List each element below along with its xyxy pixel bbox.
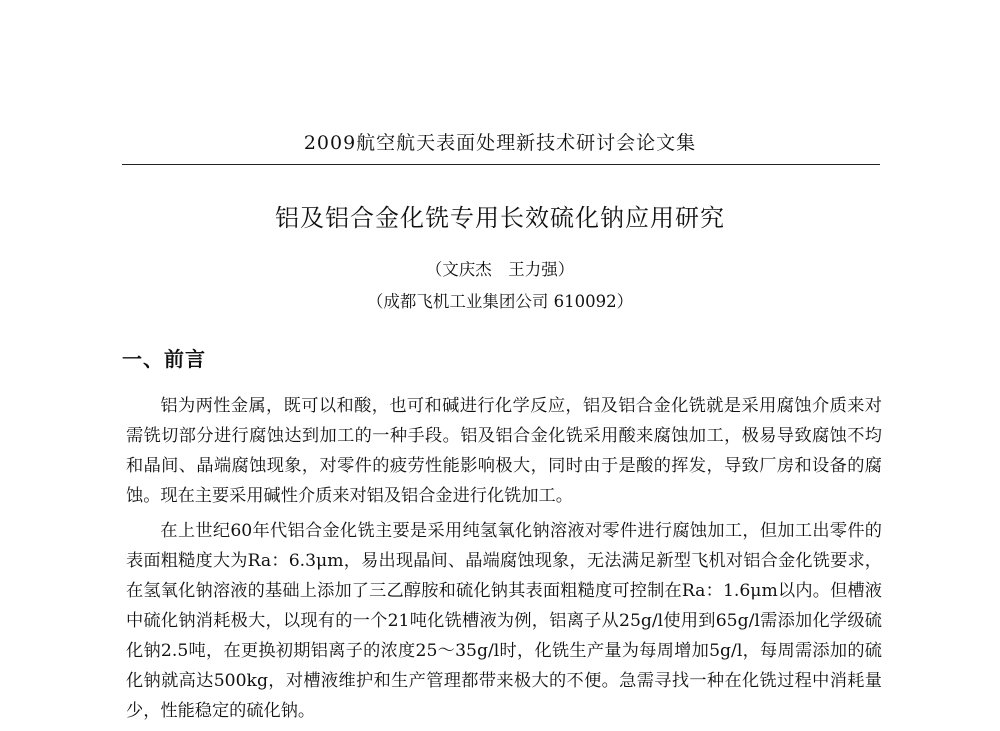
body-paragraph: 铝为两性金属，既可以和酸，也可和碱进行化学反应，铝及铝合金化铣就是采用腐蚀介质来对需铣切部分进行腐蚀达到加工的一种手段。铝及铝合金化铣采用酸来腐蚀加工，极易导致腐蚀不均和晶间、晶端腐蚀现象，对零件的疲劳性能影响极大，同时由于是酸的挥发，导致厂房和设备的腐蚀。现在主要采用碱性介质来对铝及铝合金进行化铣加工。	[126, 396, 882, 506]
header-divider	[122, 164, 880, 165]
paper-authors: （文庆杰 王力强）	[425, 260, 575, 279]
body-paragraph: 在上世纪60年代铝合金化铣主要是采用纯氢氧化钠溶液对零件进行腐蚀加工，但加工出零件的表面粗糙度大为Ra：6.3μm，易出现晶间、晶端腐蚀现象，无法满足新型飞机对铝合金化铣要求，在氢氧化钠溶液的基础上添加了三乙醇胺和硫化钠其表面粗糙度可控制在Ra：1.6μm以内。但槽液中硫化钠消耗极大，以现有的一个21吨化铣槽液为例，铝离子从25g/l使用到65g/l需添加化学级硫化钠2.5吨，在更换初期铝离子的浓度25～35g/l时，化铣生产量为每周增加5g/l，每周需添加的硫化钠就高达500kg，对槽液维护和生产管理都带来极大的不便。急需寻找一种在化铣过程中消耗量少，性能稳定的硫化钠。	[126, 521, 882, 721]
section-heading: 一、前言	[122, 347, 206, 371]
paper-affiliation: （成都飞机工业集团公司 610092）	[366, 292, 634, 311]
paper-title: 铝及铝合金化铣专用长效硫化钠应用研究	[275, 204, 725, 232]
section-body	[126, 391, 882, 731]
running-header: 2009航空航天表面处理新技术研讨会论文集	[303, 132, 697, 154]
